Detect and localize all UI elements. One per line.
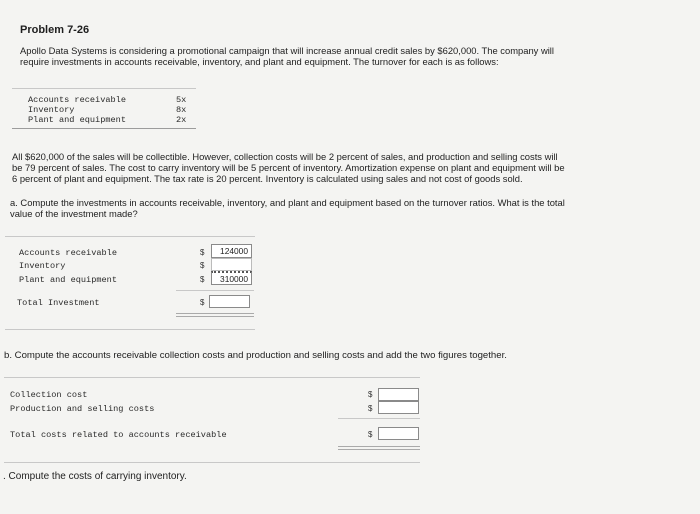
turnover-label-ar: Accounts receivable xyxy=(28,95,126,105)
part-c-question: . Compute the costs of carrying inventory. xyxy=(3,471,187,482)
intro-line-2: require investments in accounts receivable, inventory, and plant and equipment. The turnover for each is as follows: xyxy=(20,56,499,67)
part-b-input-production[interactable] xyxy=(378,401,419,414)
turnover-value-inventory: 8x xyxy=(176,105,187,115)
part-b-total-dollar: $ xyxy=(368,430,373,439)
part-b-subtotal-rule xyxy=(338,418,420,419)
part-b-table-bottom-rule xyxy=(4,462,420,463)
part-a-total-dollar: $ xyxy=(200,298,205,307)
part-b-label-collection: Collection cost xyxy=(10,390,88,400)
part-a-dollar-plant: $ xyxy=(200,275,205,284)
details-line-2: be 79 percent of sales. The cost to carry inventory will be 5 percent of inventory. Amortization expense on plant and equipment will be xyxy=(12,162,565,173)
turnover-label-plant: Plant and equipment xyxy=(28,115,126,125)
part-a-table-bottom-rule xyxy=(5,329,255,330)
part-b-input-collection[interactable] xyxy=(378,388,419,401)
part-b-label-production: Production and selling costs xyxy=(10,404,155,414)
turnover-value-ar: 5x xyxy=(176,95,187,105)
part-b-question: b. Compute the accounts receivable collection costs and production and selling costs and add the two figures together. xyxy=(4,350,507,361)
part-b-total-label: Total costs related to accounts receivable xyxy=(10,430,227,440)
part-a-dollar-inventory: $ xyxy=(200,261,205,270)
part-a-total-label: Total Investment xyxy=(17,298,100,308)
turnover-value-plant: 2x xyxy=(176,115,187,125)
part-a-input-ar[interactable]: 124000 xyxy=(211,244,252,258)
part-b-dollar-production: $ xyxy=(368,404,373,413)
part-a-subtotal-rule xyxy=(176,290,254,291)
part-b-table-top-rule xyxy=(4,377,420,378)
part-b-total-double-rule xyxy=(338,446,420,450)
part-a-label-inventory: Inventory xyxy=(19,261,66,271)
part-a-total-double-rule xyxy=(176,313,254,317)
details-line-1: All $620,000 of the sales will be collectible. However, collection costs will be 2 percent of sales, and production and selling costs will xyxy=(12,151,558,162)
part-a-input-inventory[interactable] xyxy=(211,258,252,271)
part-a-question-line-2: value of the investment made? xyxy=(10,208,138,219)
turnover-table-bottom-rule xyxy=(12,128,196,129)
details-line-3: 6 percent of plant and equipment. The tax rate is 20 percent. Inventory is calculated using sales and not cost of goods sold. xyxy=(12,173,523,184)
part-b-dollar-collection: $ xyxy=(368,390,373,399)
part-b-total-input[interactable] xyxy=(378,427,419,440)
turnover-table-top-rule xyxy=(12,88,196,89)
part-a-question-line-1: a. Compute the investments in accounts receivable, inventory, and plant and equipment based on the turnover ratios. What is the total xyxy=(10,197,565,208)
turnover-label-inventory: Inventory xyxy=(28,105,75,115)
part-a-label-plant: Plant and equipment xyxy=(19,275,117,285)
part-a-total-input[interactable] xyxy=(209,295,250,308)
part-a-input-plant[interactable]: 310000 xyxy=(211,271,252,285)
part-a-dollar-ar: $ xyxy=(200,248,205,257)
intro-line-1: Apollo Data Systems is considering a promotional campaign that will increase annual credit sales by $620,000. The company will xyxy=(20,45,554,56)
problem-title: Problem 7-26 xyxy=(20,24,90,36)
part-a-label-ar: Accounts receivable xyxy=(19,248,117,258)
part-a-table-top-rule xyxy=(5,236,255,237)
